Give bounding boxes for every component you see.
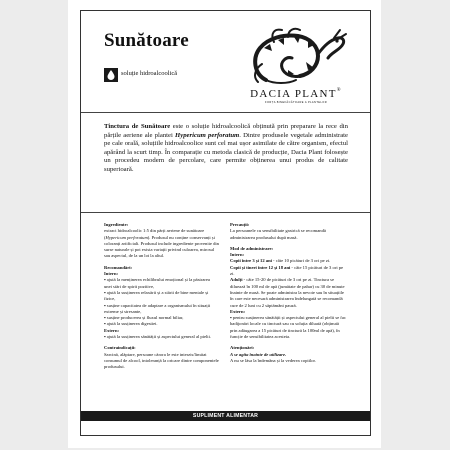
form-label: soluție hidroalcoolică [121,70,178,77]
warning-children: A nu se lăsa la îndemâna și la vederea copiilor. [230,357,316,363]
warnings-heading: Atenționări: [230,345,255,351]
form-badge [104,68,118,82]
internal-item: ▪ ajută la susținerea digestiei. [104,321,158,327]
dosage-adults: Adulți - câte 15-20 de picături de 3 ori pe zi. Tinctura se diluează în 100 ml de apă (jumătate de pahar) cu 30 de minute înainte de masă. Se poate administra la nevoie sau în situațiile în care este necesară administrarea îndelungată se recomandă cure de 2 luni cu 2 săptămâni pauză. [230,277,345,308]
dosage-children: Copii între 3 și 12 ani - câte 10 picături de 3 ori pe zi. [230,258,331,264]
contraindications-text: Sarcină, alăptare, persoane cărora le este interzis/limitat consumul de alcool, intoleranță la oricare dintre componentele produsului. [104,351,219,370]
contraindications-heading: Contraindicații: [104,345,136,351]
warning-shake: A se agita înainte de utilizare. [230,351,287,357]
right-column [230,222,347,364]
dosage-teens: Copii și tineri între 12 și 18 ani - câte 15 picături de 3 ori pe zi. [230,264,344,277]
internal-item: ▪ ajută la menținerea echilibrului emoțional și la păstrarea unei stări de spirit pozitive, [104,277,210,289]
precautions-text: La persoanele cu sensibilitate gastrică se recomandă administrarea produsului după masă. [230,228,326,240]
internal-item: ▪ susține producerea și fluxul normal biliar, [104,315,184,321]
dragon-logo-icon [244,24,348,88]
top-divider [81,112,370,113]
admin-external-heading: Extern: [230,308,246,314]
left-column [104,222,219,371]
admin-internal-heading: Intern: [230,252,245,258]
ingredients-text: extract hidroalcoolic 1:5 din părți aeriene de sunătoare (Hypericum perforatum). Produsul nu conține conservanți și coloranți artificiali. Produsul include ingrediente provenite din surse naturale și pot exista variații privind culoarea, mirosul sau aspectul, de la un lot la altul. [104,228,219,259]
external-item: ▪ ajută la susținerea sănătății și aspectului general al pielii. [104,334,211,340]
internal-heading: Intern: [104,271,119,277]
ingredients-heading: Ingrediente: [104,222,129,227]
recommendations-heading: Recomandări: [104,264,133,270]
drop-icon [107,70,115,80]
administration-heading: Mod de administrare: [230,245,274,251]
precautions-heading: Precauții: [230,222,250,227]
product-title: Sunătoare [104,30,189,51]
internal-item: ▪ susține capacitatea de adaptare a organismului în situații extreme și stresante, [104,302,211,314]
brand-tagline: FORȚA BINEFĂCĂTOARE A PLANTELOR [265,101,327,104]
brand-name: DACIA PLANT® [250,88,342,100]
admin-external-text: ▪ pentru susținerea sănătății și aspectului general al pielii se fac badijonări locale cu tinctură sau cu soluția diluată (obținută prin adăugarea a 15 picături de tinctură la 100ml de apă), în funcție de sensibilitatea acesteia. [230,315,346,340]
internal-item: ▪ ajută la susținerea relaxării și a stării de bine mentale și fizice, [104,289,209,302]
product-description: Tinctura de Sunătoare este o soluție hidroalcoolică obținută prin preparare la rece din părțile aeriene ale plantei Hypericum perforatum. Dintre produsele vegetale administrate pe cale orală, soluțiile hidroalcoolice sunt cel mai ușor asimilate de către organism, efectul apărând la scurt timp. În comparație cu metoda clasică de producție, Dacia Plant folosește un procedeu modern de percolare, care permite obținerea unui produs de calitate superioară. [104,123,349,173]
external-heading: Extern: [104,327,120,333]
food-supplement-banner: SUPLIMENT ALIMENTAR [81,411,370,421]
middle-divider [81,212,370,213]
